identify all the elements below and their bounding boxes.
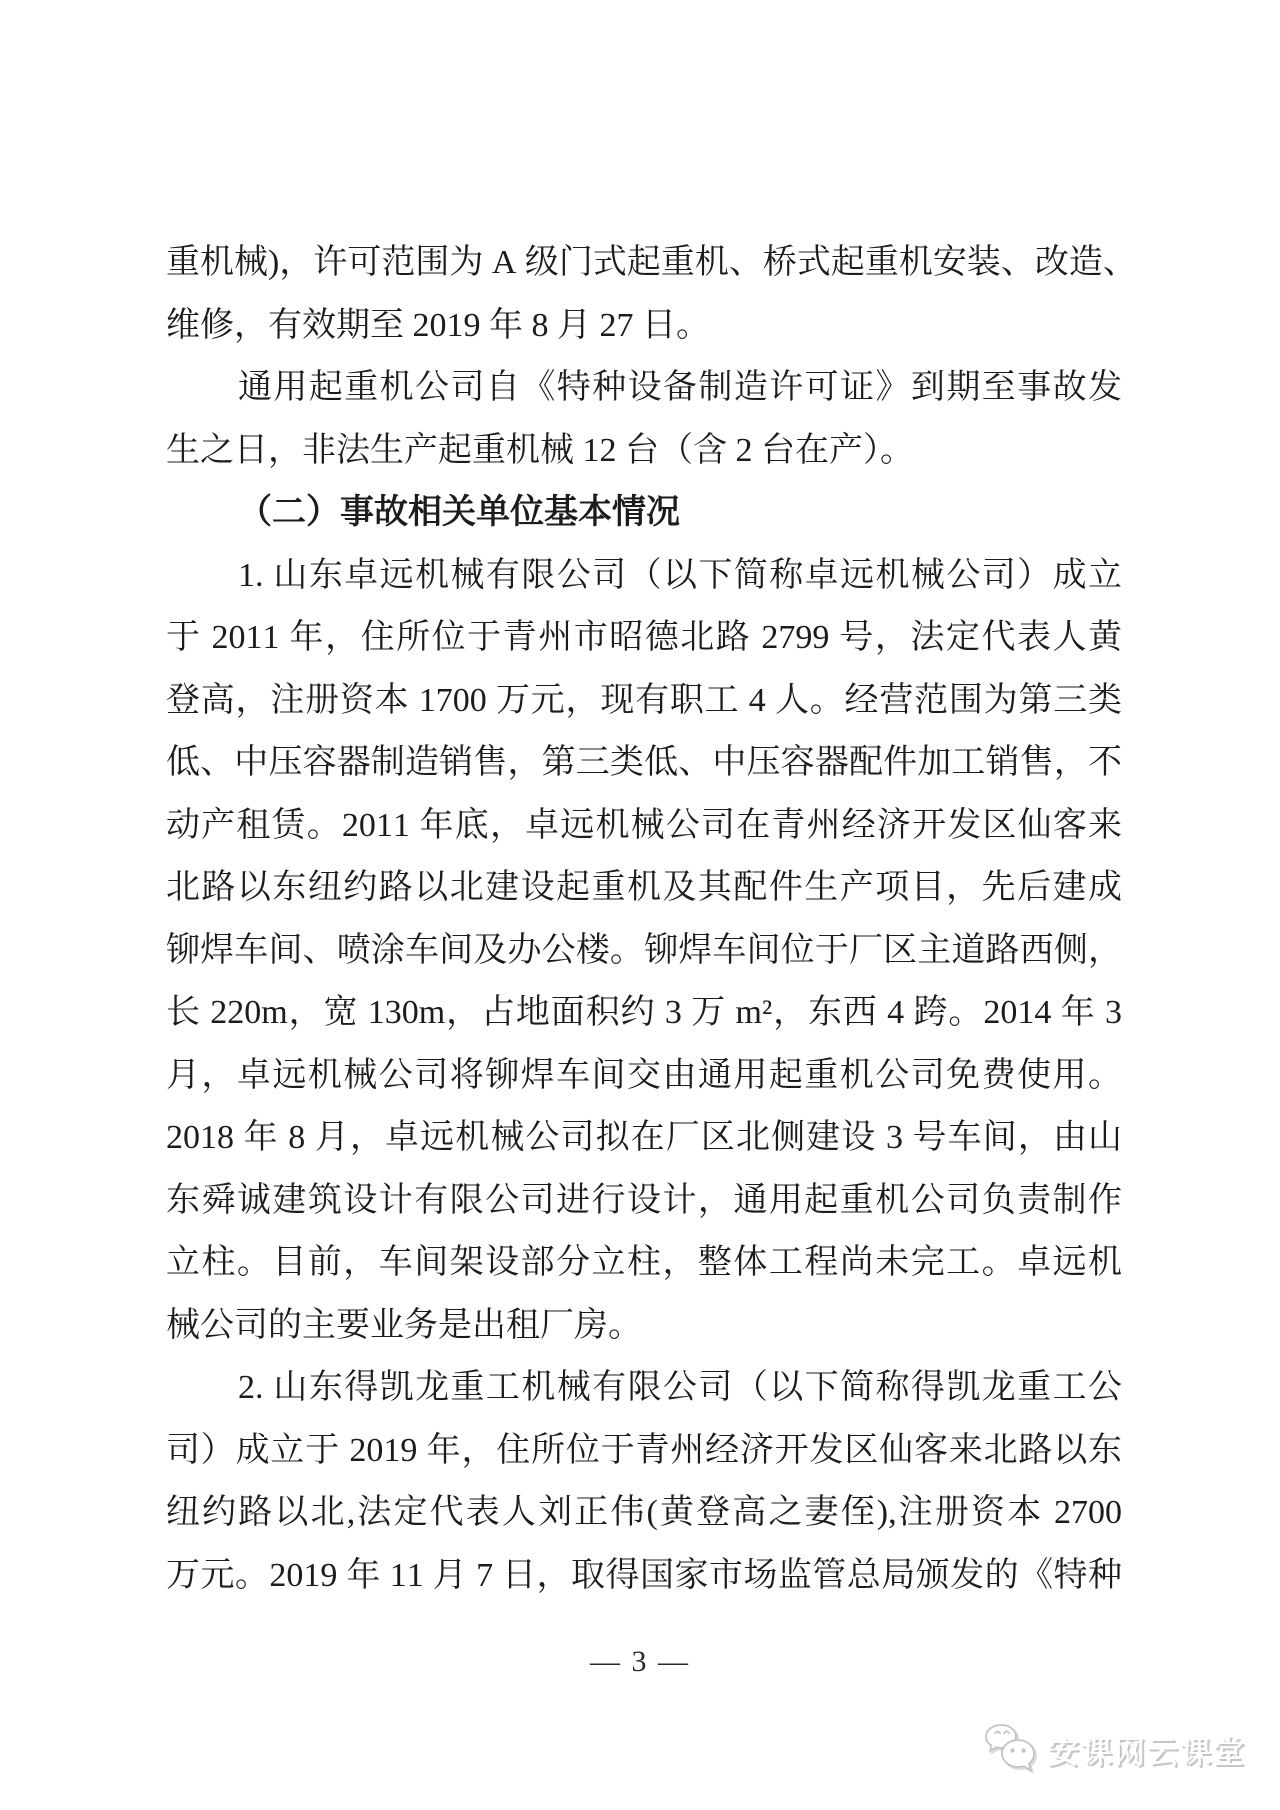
text-line: 铆焊车间、喷涂车间及办公楼。铆焊车间位于厂区主道路西侧，: [166, 931, 1122, 969]
text-line: 生之日，非法生产起重机械 12 台（含 2 台在产）。: [166, 431, 914, 469]
section-heading: （二）事故相关单位基本情况: [238, 494, 680, 531]
text-line: 东舜诚建筑设计有限公司进行设计，通用起重机公司负责制作: [166, 1181, 1122, 1219]
watermark: [982, 1720, 1246, 1778]
text-line: 2018 年 8 月，卓远机械公司拟在厂区北侧建设 3 号车间，由山: [166, 1119, 1122, 1156]
chat-bubbles-icon: [982, 1720, 1040, 1778]
text-line: 械公司的主要业务是出租厂房。: [166, 1306, 642, 1344]
text-line: 维修，有效期至 2019 年 8 月 27 日。: [166, 306, 710, 344]
text-line: 低、中压容器制造销售，第三类低、中压容器配件加工销售，不: [166, 744, 1122, 781]
text-line: 立柱。目前，车间架设部分立柱，整体工程尚未完工。卓远机: [166, 1244, 1122, 1281]
document-text-block: [166, 232, 1137, 1607]
text-line: 月，卓远机械公司将铆焊车间交由通用起重机公司免费使用。: [166, 1056, 1122, 1094]
page-number: — 3 —: [590, 1645, 690, 1678]
text-line: 1. 山东卓远机械有限公司（以下简称卓远机械公司）成立: [238, 556, 1122, 594]
watermark-text: 安课网云课堂: [1048, 1734, 1246, 1770]
text-line: 登高，注册资本 1700 万元，现有职工 4 人。经营范围为第三类: [166, 681, 1122, 719]
text-line: 长 220m，宽 130m，占地面积约 3 万 m²，东西 4 跨。2014 年 3: [166, 994, 1122, 1031]
text-line: 2. 山东得凯龙重工机械有限公司（以下简称得凯龙重工公: [238, 1369, 1122, 1406]
text-line: 万元。2019 年 11 月 7 日，取得国家市场监管总局颁发的《特种: [166, 1556, 1122, 1594]
text-line: 动产租赁。2011 年底，卓远机械公司在青州经济开发区仙客来: [166, 806, 1122, 844]
text-line: 于 2011 年，住所位于青州市昭德北路 2799 号，法定代表人黄: [166, 619, 1122, 656]
text-line: 重机械)，许可范围为 A 级门式起重机、桥式起重机安装、改造、: [166, 244, 1137, 281]
text-line: 北路以东纽约路以北建设起重机及其配件生产项目，先后建成: [166, 869, 1122, 906]
text-line: 纽约路以北,法定代表人刘正伟(黄登高之妻侄),注册资本 2700: [166, 1494, 1122, 1531]
text-line: 通用起重机公司自《特种设备制造许可证》到期至事故发: [238, 369, 1122, 406]
text-line: 司）成立于 2019 年，住所位于青州经济开发区仙客来北路以东: [166, 1431, 1122, 1469]
